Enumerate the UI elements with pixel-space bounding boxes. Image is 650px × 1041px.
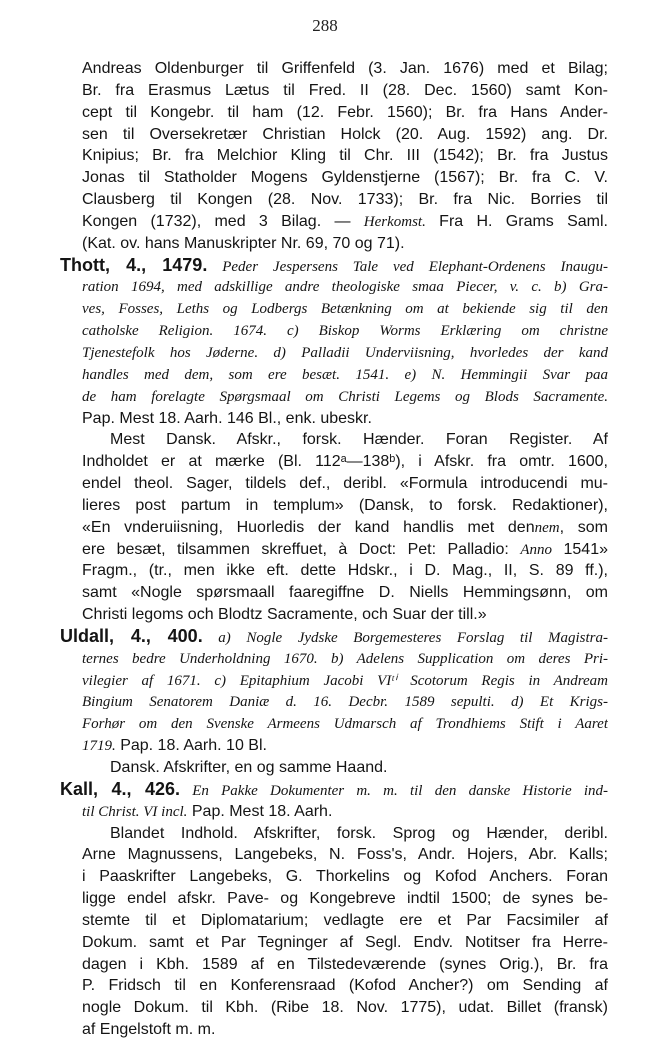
text-line	[60, 713, 608, 735]
text-line	[60, 910, 608, 932]
line-text: , som	[559, 518, 608, 536]
line-text: Pap. 18. Aarh. 10 Bl.	[115, 737, 267, 755]
line-text: (Kat. ov. hans Manuskripter Nr. 69, 70 og 71).	[82, 234, 405, 252]
line-text: Kongen (1732), med 3 Bilag. —	[82, 212, 364, 230]
text-line	[60, 582, 608, 604]
line-text: nogle Dokum. til Kbh. (Ribe 18. Nov. 1775), udat. Billet (fransk)	[82, 999, 608, 1017]
line-text: Pap. Mest 18. Aarh.	[187, 802, 333, 820]
text-line	[60, 102, 608, 124]
line-text: sen til Oversekretær Christian Holck (20. Aug. 1592) ang. Dr.	[82, 125, 608, 143]
line-text: Blandet Indhold. Afskrifter, forsk. Sprog og Hænder, deribl.	[110, 824, 608, 842]
text-line	[60, 298, 608, 320]
line-text: cept til Kongebr. til ham (12. Febr. 1560); Br. fra Hans Ander-	[82, 103, 608, 121]
text-line	[60, 408, 608, 430]
line-text: «En vnderuiisning, Huorledis der kand handlis met den	[82, 518, 535, 536]
text-line	[60, 386, 608, 408]
italic-text: nem	[534, 519, 560, 536]
text-line	[60, 167, 608, 189]
text-line	[60, 735, 608, 757]
line-text: ligge endel afskr. Pave- og Kongebreve indtil 1500; de synes be-	[82, 890, 608, 908]
line-text: Dansk. Afskrifter, en og samme Haand.	[110, 759, 388, 776]
italic-text: Bingium Senatorem Daniæ d. 16. Decbr. 1589 sepulti. d) Et Krigs-	[82, 694, 608, 711]
text-line	[60, 626, 608, 648]
italic-text: Anno	[520, 541, 553, 558]
line-text: Dokum. samt et Par Tegninger af Segl. Endv. Notitser fra Herre-	[82, 933, 608, 951]
entry-heading: Uldall, 4., 400.	[60, 625, 203, 646]
text-line	[60, 670, 608, 692]
text-line	[60, 954, 608, 976]
text-line	[60, 451, 608, 473]
italic-text: ternes bedre Underholdning 1670. b) Adelens Supplication om deres Pri-	[82, 650, 608, 667]
text-line	[60, 866, 608, 888]
line-text: Christi legoms och Blodtz Sacramente, och Suar der till.»	[82, 606, 487, 624]
text-line	[60, 517, 608, 539]
italic-text: Herkomst.	[363, 213, 426, 230]
text-line	[60, 757, 608, 779]
italic-text: til Christ. VI incl.	[82, 803, 188, 820]
line-text: Br. fra Erasmus Lætus til Fred. II (28. Dec. 1560) samt Kon-	[82, 81, 608, 99]
text-line	[60, 932, 608, 954]
italic-text: Forhør om den Svenske Armeens Udmarsch af Trondhiems Stift i Aaret	[82, 716, 608, 733]
text-line	[60, 648, 608, 670]
text-line	[60, 779, 608, 801]
text-line	[60, 473, 608, 495]
text-line	[60, 320, 608, 342]
text-line	[60, 342, 608, 364]
text-line	[60, 429, 608, 451]
line-text: P. Fridsch til en Konferensraad (Kofod Ancher?) om Sending af	[82, 977, 608, 995]
text-line	[60, 823, 608, 845]
italic-text: ves, Fosses, Leths og Lodbergs Betænkning om at bekiende sig til den	[82, 301, 608, 318]
text-line	[60, 124, 608, 146]
line-text: stemte til et Diplomatarium; vedlagte ere et Par Facsimiler af	[82, 911, 608, 929]
text-line	[60, 975, 608, 997]
text-line	[60, 233, 608, 255]
line-text: Knipius; Br. fra Melchior Kling til Chr. III (1542); Br. fra Justus	[82, 147, 608, 165]
text-line	[60, 276, 608, 298]
text-line	[60, 844, 608, 866]
text-line	[60, 255, 608, 277]
catalogue-text	[60, 58, 608, 1041]
line-text: 1541»	[552, 540, 608, 558]
italic-text: 1719.	[82, 738, 116, 755]
line-text: samt «Nogle spørsmaall faaregiffne D. Niells Hemmingsønn, om	[82, 584, 608, 602]
text-line	[60, 888, 608, 910]
text-line	[60, 58, 608, 80]
line-text: Andreas Oldenburger til Griffenfeld (3. Jan. 1676) med et Bilag;	[82, 60, 608, 77]
text-line	[60, 145, 608, 167]
text-line	[60, 604, 608, 626]
text-line	[60, 997, 608, 1019]
italic-text: ration 1694, med adskillige andre theologiske smaa Piecer, v. c. b) Gra-	[82, 279, 608, 296]
line-text: Fra H. Grams Saml.	[425, 212, 608, 230]
page-number: 288	[312, 16, 338, 35]
text-line	[60, 80, 608, 102]
italic-text: a) Nogle Jydske Borgemesteres Forslag til Magistra-	[202, 629, 608, 646]
text-line	[60, 211, 608, 233]
italic-text: En Pakke Dokumenter m. m. til den danske Historie ind-	[180, 782, 608, 799]
line-text: Arne Magnussens, Langebeks, N. Foss's, Andr. Hojers, Abr. Kalls;	[82, 846, 608, 864]
entry-heading: Thott, 4., 1479.	[60, 254, 208, 275]
line-text: Jonas til Statholder Mogens Gyldenstjerne (1567); Br. fra C. V.	[82, 169, 608, 187]
line-text: ere besæt, tilsammen skreffuet, à Doct: Pet: Palladio:	[82, 540, 521, 558]
text-line	[60, 691, 608, 713]
line-text: Pap. Mest 18. Aarh. 146 Bl., enk. ubeskr.	[82, 409, 372, 427]
italic-text: handles med dem, som ere besæt. 1541. e) N. Hemmingii Svar paa	[82, 366, 608, 383]
italic-text: Tjenestefolk hos Jøderne. d) Palladii Underviisning, hvorledes der kand	[82, 344, 608, 361]
text-line	[60, 364, 608, 386]
text-line	[60, 1019, 608, 1041]
text-line	[60, 801, 608, 823]
line-text: Clausberg til Kongen (28. Nov. 1733); Br. fra Nic. Borries til	[82, 191, 608, 209]
line-text: Indholdet er at mærke (Bl. 112ᵃ—138ᵇ), i Afskr. fra omtr. 1600,	[82, 453, 608, 471]
italic-text: Peder Jespersens Tale ved Elephant-Ordenens Inaugu-	[207, 258, 608, 275]
text-line	[60, 560, 608, 582]
italic-text: de ham forelagte Spørgsmaal om Christi Legems og Blods Sacramente.	[82, 388, 608, 405]
line-text: lieres post partum in templum» (Dansk, to forsk. Redaktioner),	[82, 496, 608, 514]
line-text: dagen i Kbh. 1589 af en Tilstedeværende (synes Orig.), Br. fra	[82, 955, 608, 973]
line-text: af Engelstoft m. m.	[82, 1021, 216, 1039]
text-line	[60, 189, 608, 211]
line-text: i Paaskrifter Langebeks, G. Thorkelins og Kofod Anchers. Foran	[82, 868, 608, 886]
entry-heading: Kall, 4., 426.	[60, 778, 181, 799]
line-text: endel theol. Sager, tildels def., deribl. «Formula introducendi mu-	[82, 475, 608, 493]
line-text: Fragm., (tr., men ikke eft. dette Hdskr., i D. Mag., II, S. 89 ff.),	[82, 562, 608, 580]
italic-text: vilegier af 1671. c) Epitaphium Jacobi VIᵗⁱ Scotorum Regis in Andream	[82, 672, 608, 689]
text-line	[60, 495, 608, 517]
text-line	[60, 539, 608, 561]
line-text: Mest Dansk. Afskr., forsk. Hænder. Foran Register. Af	[110, 431, 608, 449]
italic-text: catholske Religion. 1674. c) Biskop Worms Erklæring om christne	[82, 323, 608, 340]
